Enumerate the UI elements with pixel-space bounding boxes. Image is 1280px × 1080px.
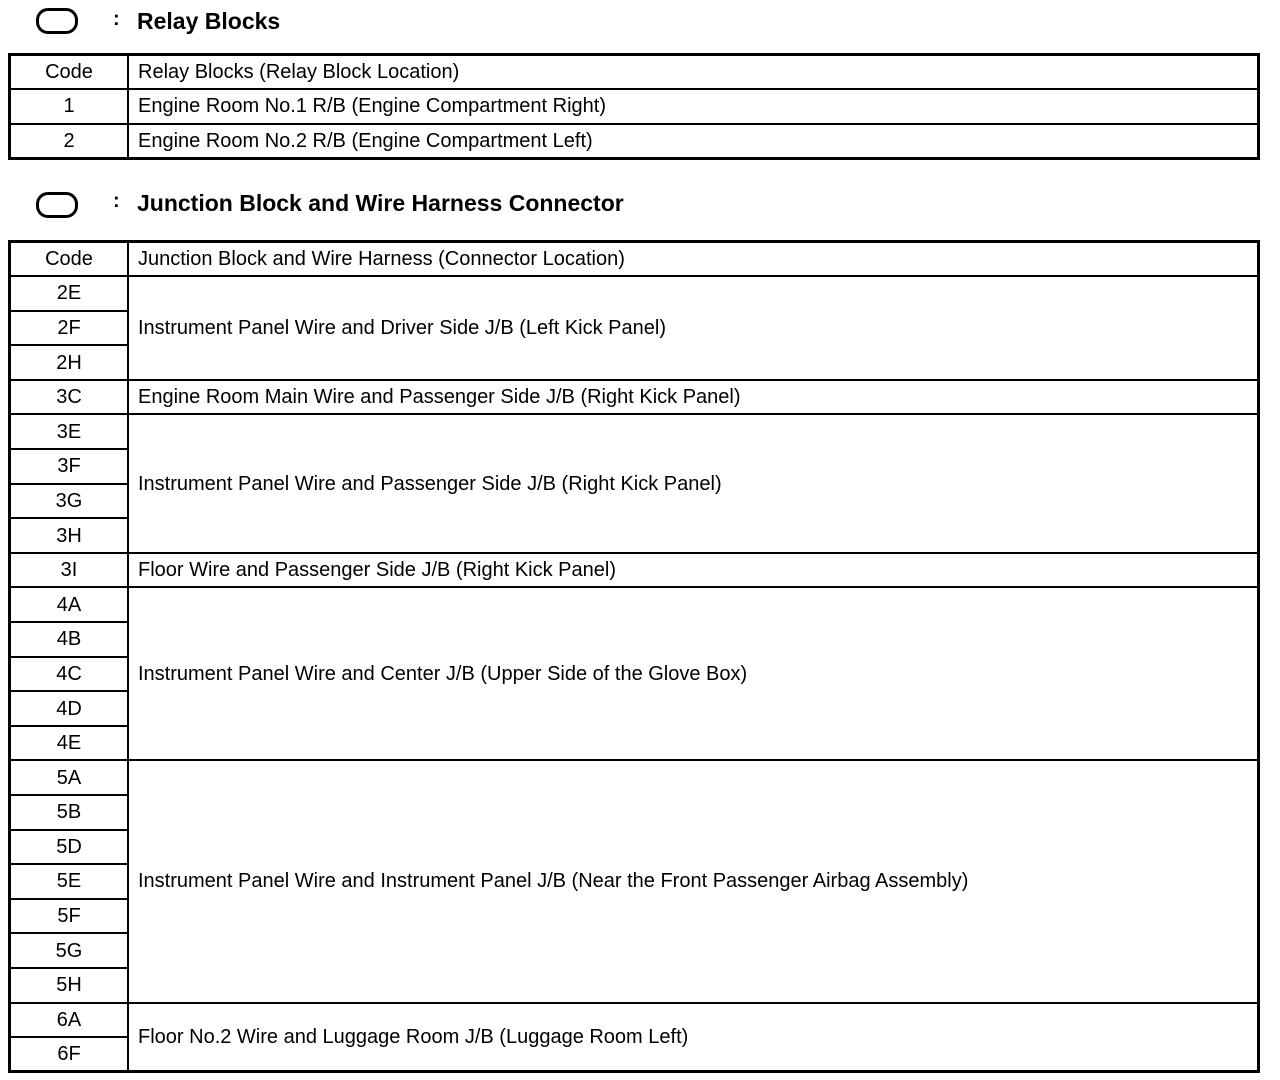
heading-colon: : <box>113 190 120 212</box>
table-row <box>10 380 1259 415</box>
relay-code-cell: 2 <box>10 124 129 159</box>
connector-code-cell: 3G <box>10 484 129 519</box>
relay-location-cell: Engine Room No.2 R/B (Engine Compartment Left) <box>128 124 1259 159</box>
table-header-row <box>10 242 1259 277</box>
relay-code-cell: 1 <box>10 89 129 124</box>
connector-code-cell: 5E <box>10 864 129 899</box>
junction-block-table <box>8 240 1260 1073</box>
table-row <box>10 1003 1259 1038</box>
table-row <box>10 124 1259 159</box>
connector-code-cell: 3C <box>10 380 129 415</box>
connector-code-cell: 5F <box>10 899 129 934</box>
connector-code-cell: 3I <box>10 553 129 588</box>
relay-blocks-table <box>8 53 1260 160</box>
connector-code-cell: 5D <box>10 830 129 865</box>
connector-code-cell: 5H <box>10 968 129 1003</box>
table-row <box>10 553 1259 588</box>
section-title: Relay Blocks <box>137 8 281 34</box>
connector-code-cell: 3F <box>10 449 129 484</box>
table-header-row <box>10 55 1259 90</box>
junction-block-heading <box>0 187 1280 227</box>
table-row <box>10 276 1259 311</box>
connector-code-cell: 2H <box>10 345 129 380</box>
connector-code-cell: 3H <box>10 518 129 553</box>
section-title: Junction Block and Wire Harness Connector <box>137 190 624 216</box>
connector-location-cell: Instrument Panel Wire and Driver Side J/B (Left Kick Panel) <box>128 276 1259 380</box>
connector-location-cell: Floor Wire and Passenger Side J/B (Right Kick Panel) <box>128 553 1259 588</box>
table-row <box>10 414 1259 449</box>
connector-location-cell: Instrument Panel Wire and Center J/B (Upper Side of the Glove Box) <box>128 587 1259 760</box>
relay-location-cell: Engine Room No.1 R/B (Engine Compartment Right) <box>128 89 1259 124</box>
connector-location-cell: Instrument Panel Wire and Instrument Panel J/B (Near the Front Passenger Airbag Assembly) <box>128 760 1259 1002</box>
heading-colon: : <box>113 8 120 30</box>
connector-code-cell: 4A <box>10 587 129 622</box>
location-column-header: Relay Blocks (Relay Block Location) <box>128 55 1259 90</box>
connector-code-cell: 6F <box>10 1037 129 1072</box>
location-column-header: Junction Block and Wire Harness (Connector Location) <box>128 242 1259 277</box>
connector-location-cell: Instrument Panel Wire and Passenger Side J/B (Right Kick Panel) <box>128 414 1259 552</box>
connector-code-cell: 4E <box>10 726 129 761</box>
connector-code-cell: 5G <box>10 933 129 968</box>
connector-code-cell: 5B <box>10 795 129 830</box>
code-column-header: Code <box>10 242 129 277</box>
connector-code-cell: 4D <box>10 691 129 726</box>
table-row <box>10 89 1259 124</box>
connector-location-cell: Floor No.2 Wire and Luggage Room J/B (Luggage Room Left) <box>128 1003 1259 1072</box>
connector-location-cell: Engine Room Main Wire and Passenger Side J/B (Right Kick Panel) <box>128 380 1259 415</box>
table-row <box>10 760 1259 795</box>
rounded-rectangle-symbol-icon <box>36 8 78 34</box>
connector-code-cell: 2F <box>10 311 129 346</box>
relay-blocks-heading <box>0 4 1280 44</box>
connector-code-cell: 2E <box>10 276 129 311</box>
table-row <box>10 587 1259 622</box>
connector-code-cell: 6A <box>10 1003 129 1038</box>
rounded-rectangle-symbol-icon <box>36 192 78 218</box>
code-column-header: Code <box>10 55 129 90</box>
connector-code-cell: 3E <box>10 414 129 449</box>
connector-code-cell: 4B <box>10 622 129 657</box>
connector-code-cell: 4C <box>10 657 129 692</box>
connector-code-cell: 5A <box>10 760 129 795</box>
